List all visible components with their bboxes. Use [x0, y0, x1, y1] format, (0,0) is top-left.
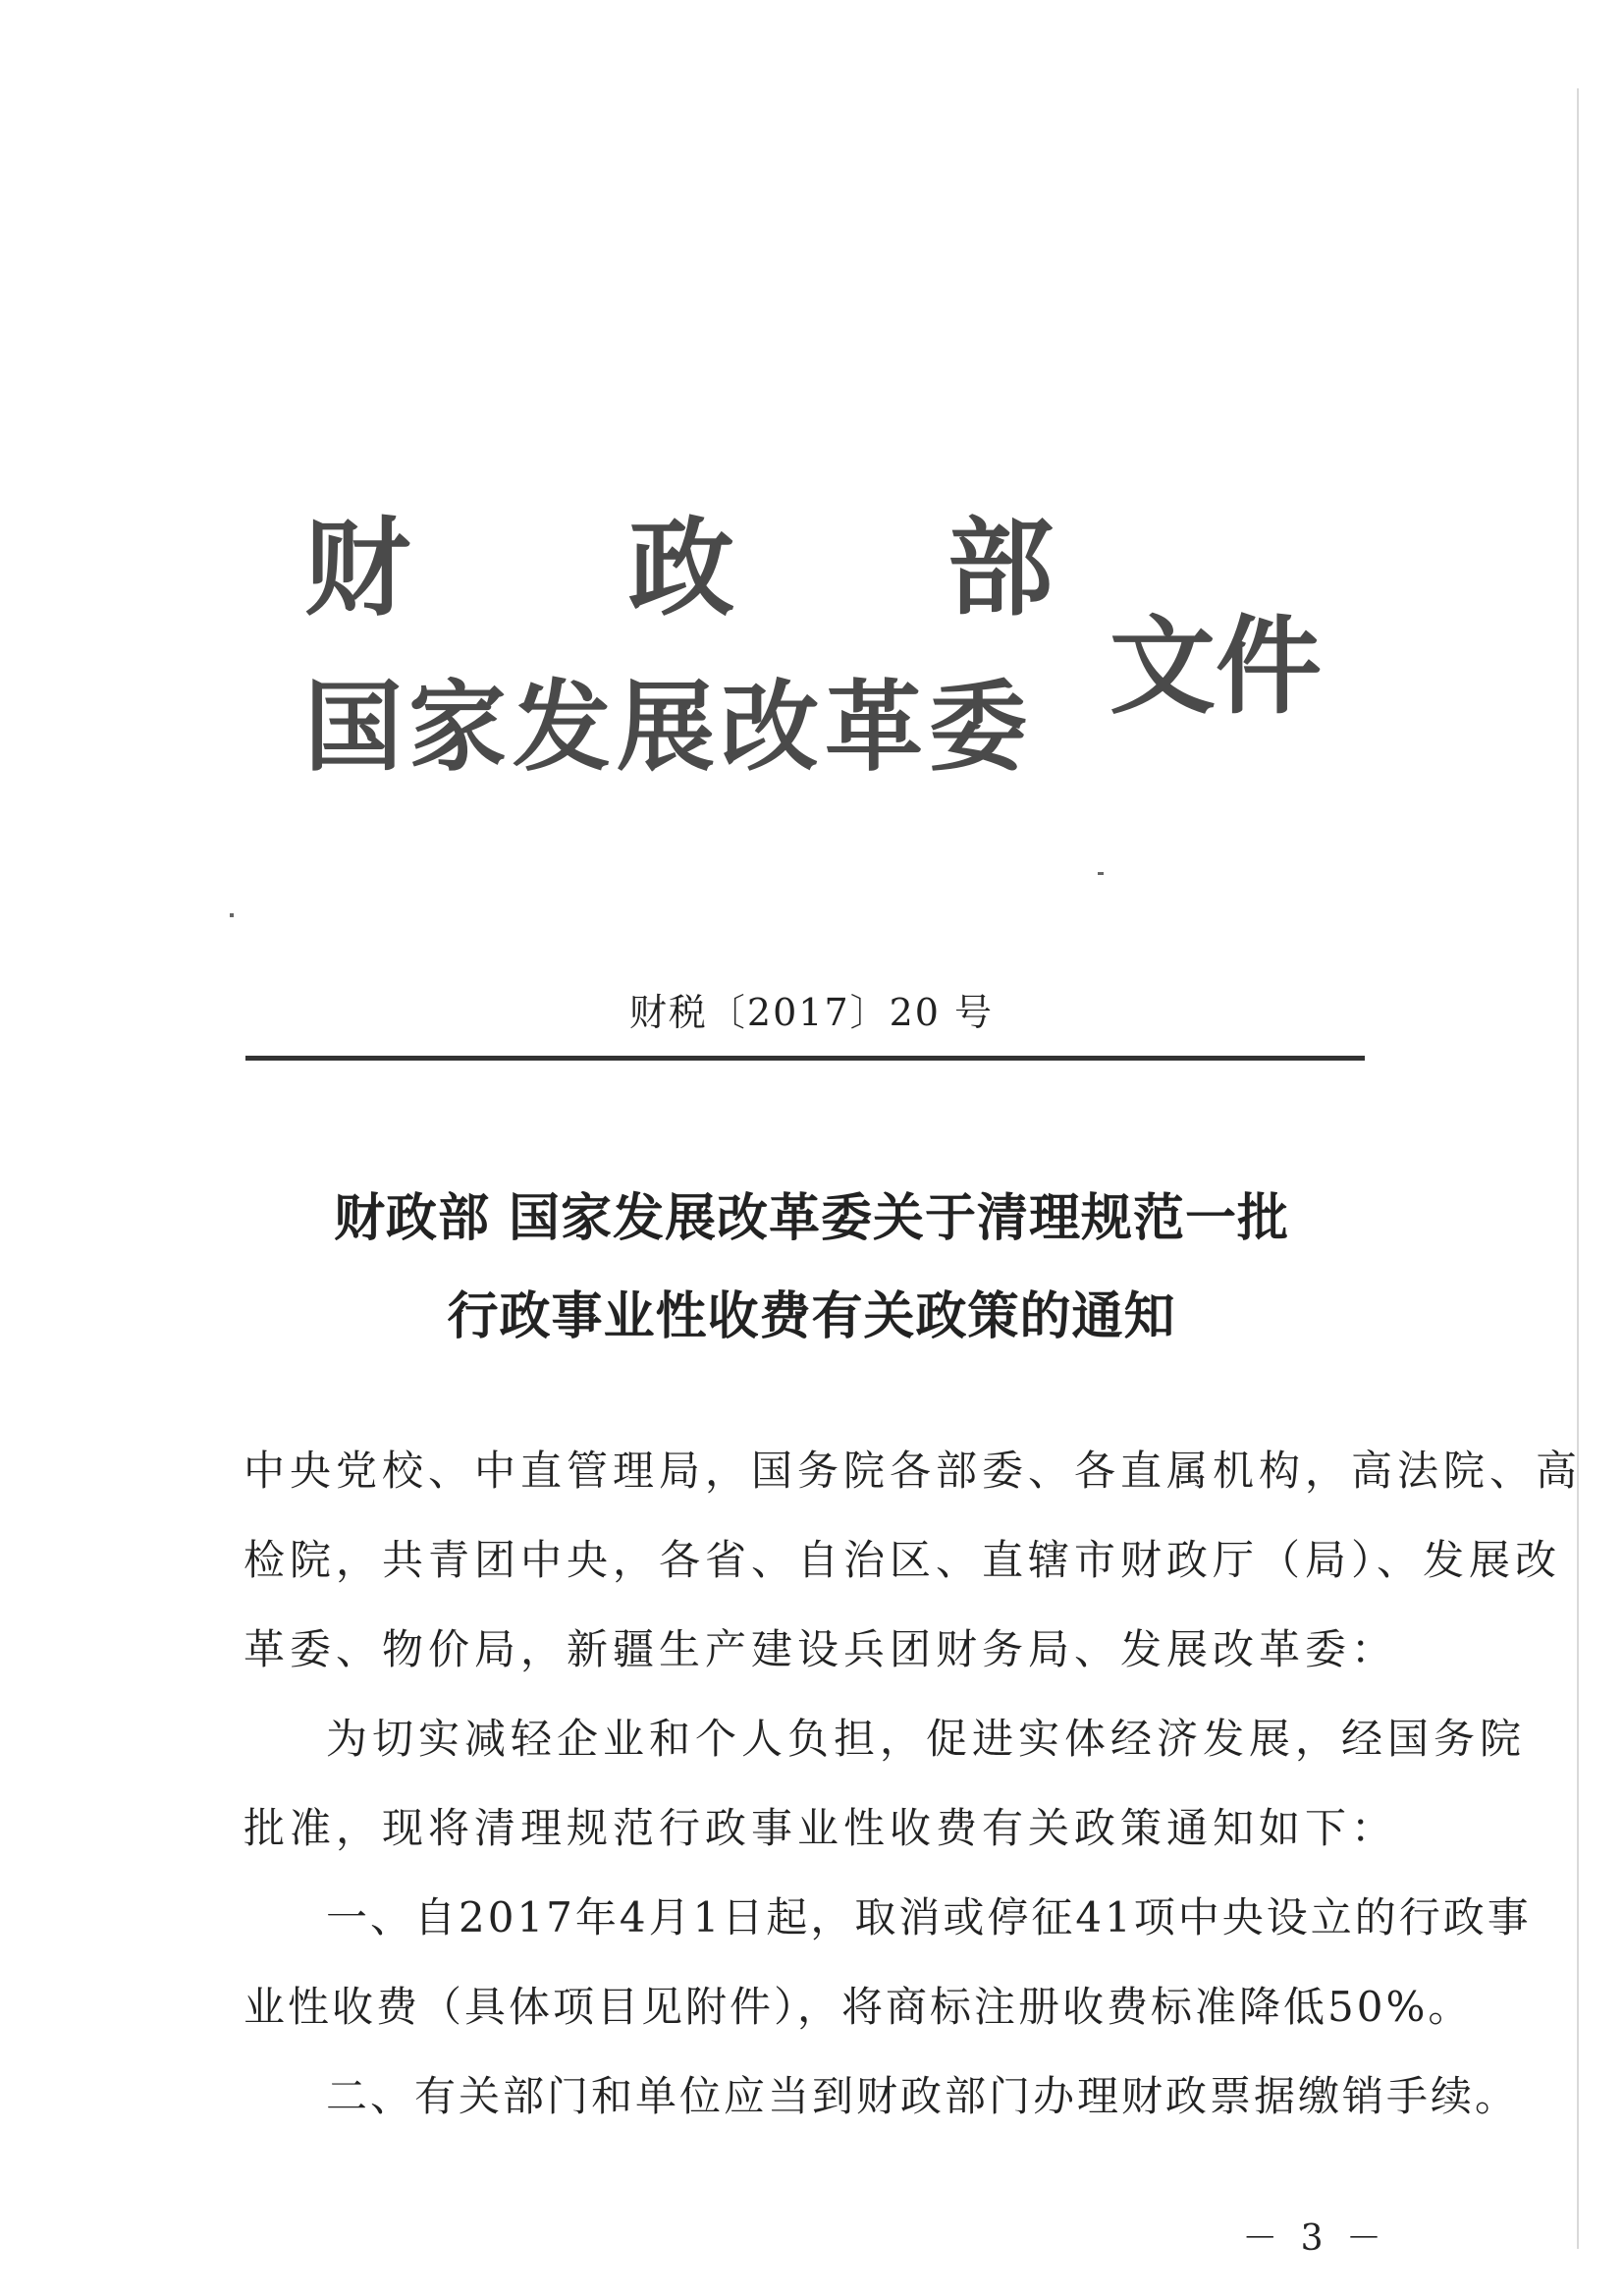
body-line: 中央党校、中直管理局，国务院各部委、各直属机构，高法院、高 — [243, 1447, 1583, 1495]
body-line: 一、自2017年4月1日起，取消或停征41项中央设立的行政事 — [326, 1893, 1532, 1941]
document-number: 财税〔2017〕20 号 — [628, 991, 995, 1034]
scan-edge-line — [1577, 88, 1579, 2249]
scan-speck — [1098, 872, 1104, 875]
body-line: 二、有关部门和单位应当到财政部门办理财政票据缴销手续。 — [326, 2072, 1520, 2120]
header-issuer-1-char-3: 部 — [947, 507, 1055, 630]
body-line: 检院，共青团中央，各省、自治区、直辖市财政厅（局）、发展改 — [243, 1536, 1562, 1584]
header-issuer-1-char-1: 财 — [304, 507, 411, 630]
body-line: 批准，现将清理规范行政事业性收费有关政策通知如下： — [243, 1804, 1398, 1852]
document-title-line-1: 财政部 国家发展改革委关于清理规范一批 — [333, 1188, 1290, 1248]
document-title-line-2: 行政事业性收费有关政策的通知 — [447, 1286, 1176, 1346]
body-line: 为切实减轻企业和个人负担，促进实体经济发展，经国务院 — [326, 1715, 1527, 1763]
header-doc-type: 文件 — [1109, 605, 1323, 729]
scan-speck — [230, 913, 234, 917]
header-issuer-1-char-2: 政 — [628, 507, 735, 630]
header-issuer-2: 国家发展改革委 — [304, 669, 1033, 785]
body-line: 革委、物价局，新疆生产建设兵团财务局、发展改革委： — [243, 1625, 1398, 1673]
page-number: － 3 － — [1242, 2218, 1387, 2259]
header-divider-rule — [245, 1056, 1365, 1061]
body-line: 业性收费（具体项目见附件），将商标注册收费标准降低50%。 — [243, 1983, 1473, 2031]
